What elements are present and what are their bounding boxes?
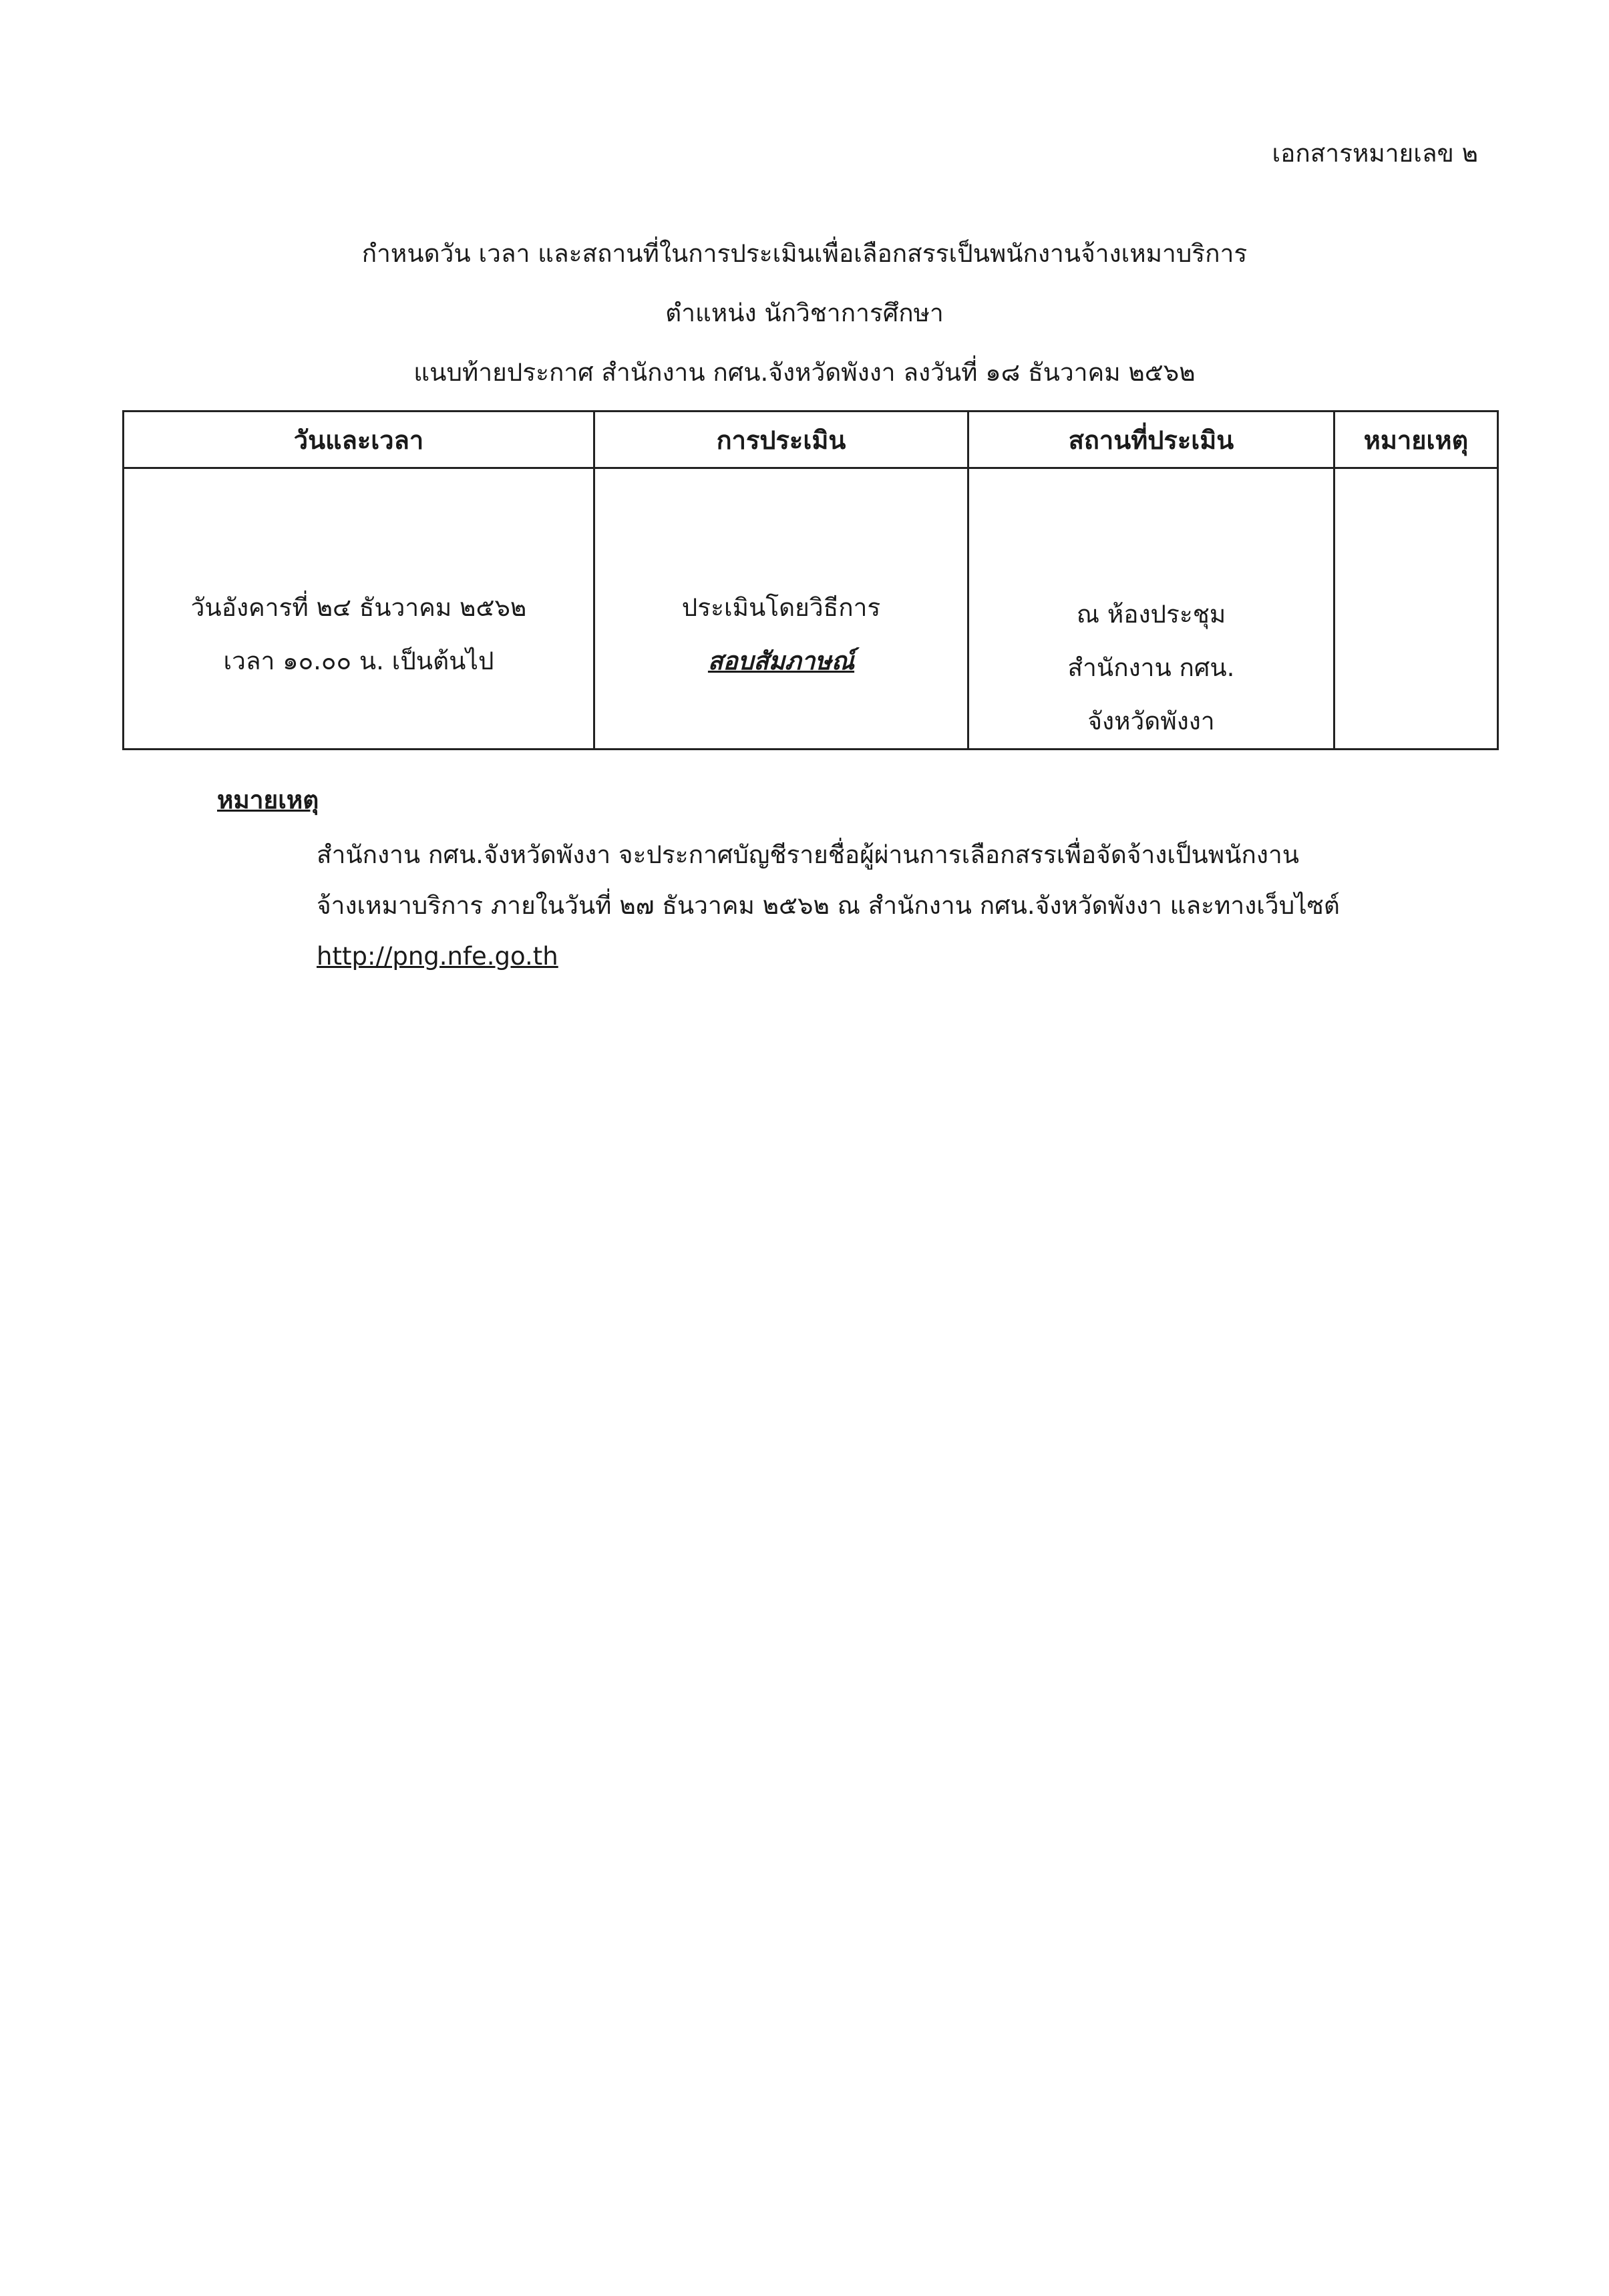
place-line-2: สำนักงาน กศน. (1067, 653, 1235, 682)
datetime-line-2: เวลา ๑๐.๐๐ น. เป็นต้นไป (223, 647, 494, 675)
method-line-1: ประเมินโดยวิธีการ (681, 593, 881, 622)
datetime-cell (124, 468, 594, 750)
website-link[interactable]: http://png.nfe.go.th (317, 942, 558, 971)
location-cell (968, 468, 1334, 750)
header-remark: หมายเหตุ (1334, 412, 1498, 468)
datetime-line-1: วันอังคารที่ ๒๔ ธันวาคม ๒๕๖๒ (190, 593, 527, 622)
title-line-1: กำหนดวัน เวลา และสถานที่ในการประเมินเพื่อเลือกสรรเป็นพนักงานจ้างเหมาบริการ (361, 239, 1248, 268)
header-datetime: วันและเวลา (124, 412, 594, 468)
note-line-2: จ้างเหมาบริการ ภายในวันที่ ๒๗ ธันวาคม ๒๕๖๒ ณ สำนักงาน กศน.จังหวัดพังงา และทางเว็บไซต์ (317, 891, 1340, 920)
title-line-2: ตำแหน่ง นักวิชาการศึกษา (665, 299, 944, 327)
schedule-table (122, 410, 1499, 750)
title-line-3: แนบท้ายประกาศ สำนักงาน กศน.จังหวัดพังงา ลงวันที่ ๑๘ ธันวาคม ๒๕๖๒ (413, 358, 1196, 387)
interview-method: สอบสัมภาษณ์ (707, 647, 855, 675)
table-row (124, 468, 1498, 750)
note-line-1: สำนักงาน กศน.จังหวัดพังงา จะประกาศบัญชีรายชื่อผู้ผ่านการเลือกสรรเพื่อจัดจ้างเป็นพนักงาน (317, 840, 1300, 869)
document-title (0, 224, 1609, 402)
header-location: สถานที่ประเมิน (968, 412, 1334, 468)
assessment-cell (594, 468, 968, 750)
note-body (317, 830, 1505, 982)
document-number: เอกสารหมายเลข ๒ (1272, 139, 1478, 168)
remark-cell (1334, 468, 1498, 750)
place-line-3: จังหวัดพังงา (1087, 707, 1215, 735)
header-assessment: การประเมิน (594, 412, 968, 468)
note-heading: หมายเหตุ (217, 786, 319, 814)
place-line-1: ณ ห้องประชุม (1076, 600, 1226, 629)
table-header-row (124, 412, 1498, 468)
